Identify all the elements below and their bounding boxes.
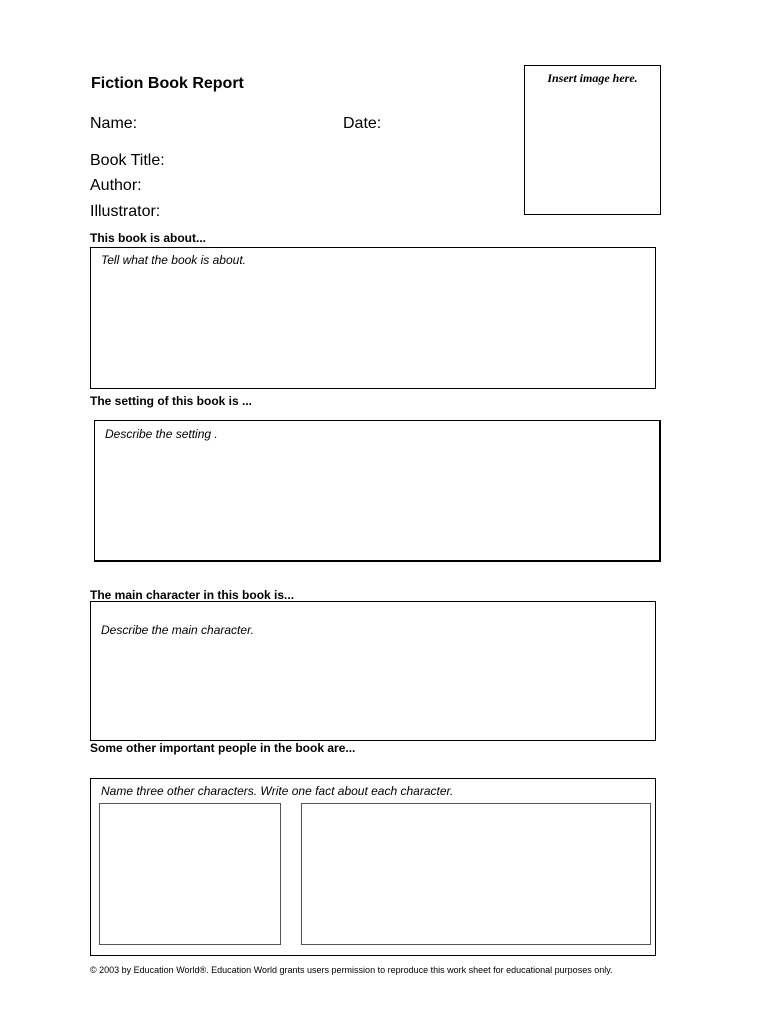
about-heading: This book is about... [90,231,207,245]
page-title: Fiction Book Report [91,75,244,92]
about-box[interactable] [90,247,656,389]
illustrator-label: Illustrator: [90,203,161,220]
other-people-heading: Some other important people in the book are... [90,741,356,755]
other-people-prompt: Name three other characters. Write one fact about each character. [101,784,454,798]
name-label: Name: [90,115,138,132]
book-title-label: Book Title: [90,152,165,169]
date-label: Date: [343,115,382,132]
main-character-heading: The main character in this book is... [90,588,295,602]
character-box-right[interactable] [301,803,651,945]
image-placeholder-box[interactable] [524,65,661,215]
image-placeholder-label: Insert image here. [547,71,638,85]
setting-box[interactable] [94,420,661,562]
setting-heading: The setting of this book is ... [90,394,253,408]
main-character-box[interactable] [90,601,656,741]
setting-prompt: Describe the setting . [105,427,218,441]
about-prompt: Tell what the book is about. [101,253,246,267]
main-character-prompt: Describe the main character. [101,623,254,637]
author-label: Author: [90,177,142,194]
other-people-box [90,778,656,956]
copyright-footer: © 2003 by Education World®. Education World grants users permission to reproduce this work sheet for educational purposes only. [90,965,613,975]
character-box-left[interactable] [99,803,281,945]
